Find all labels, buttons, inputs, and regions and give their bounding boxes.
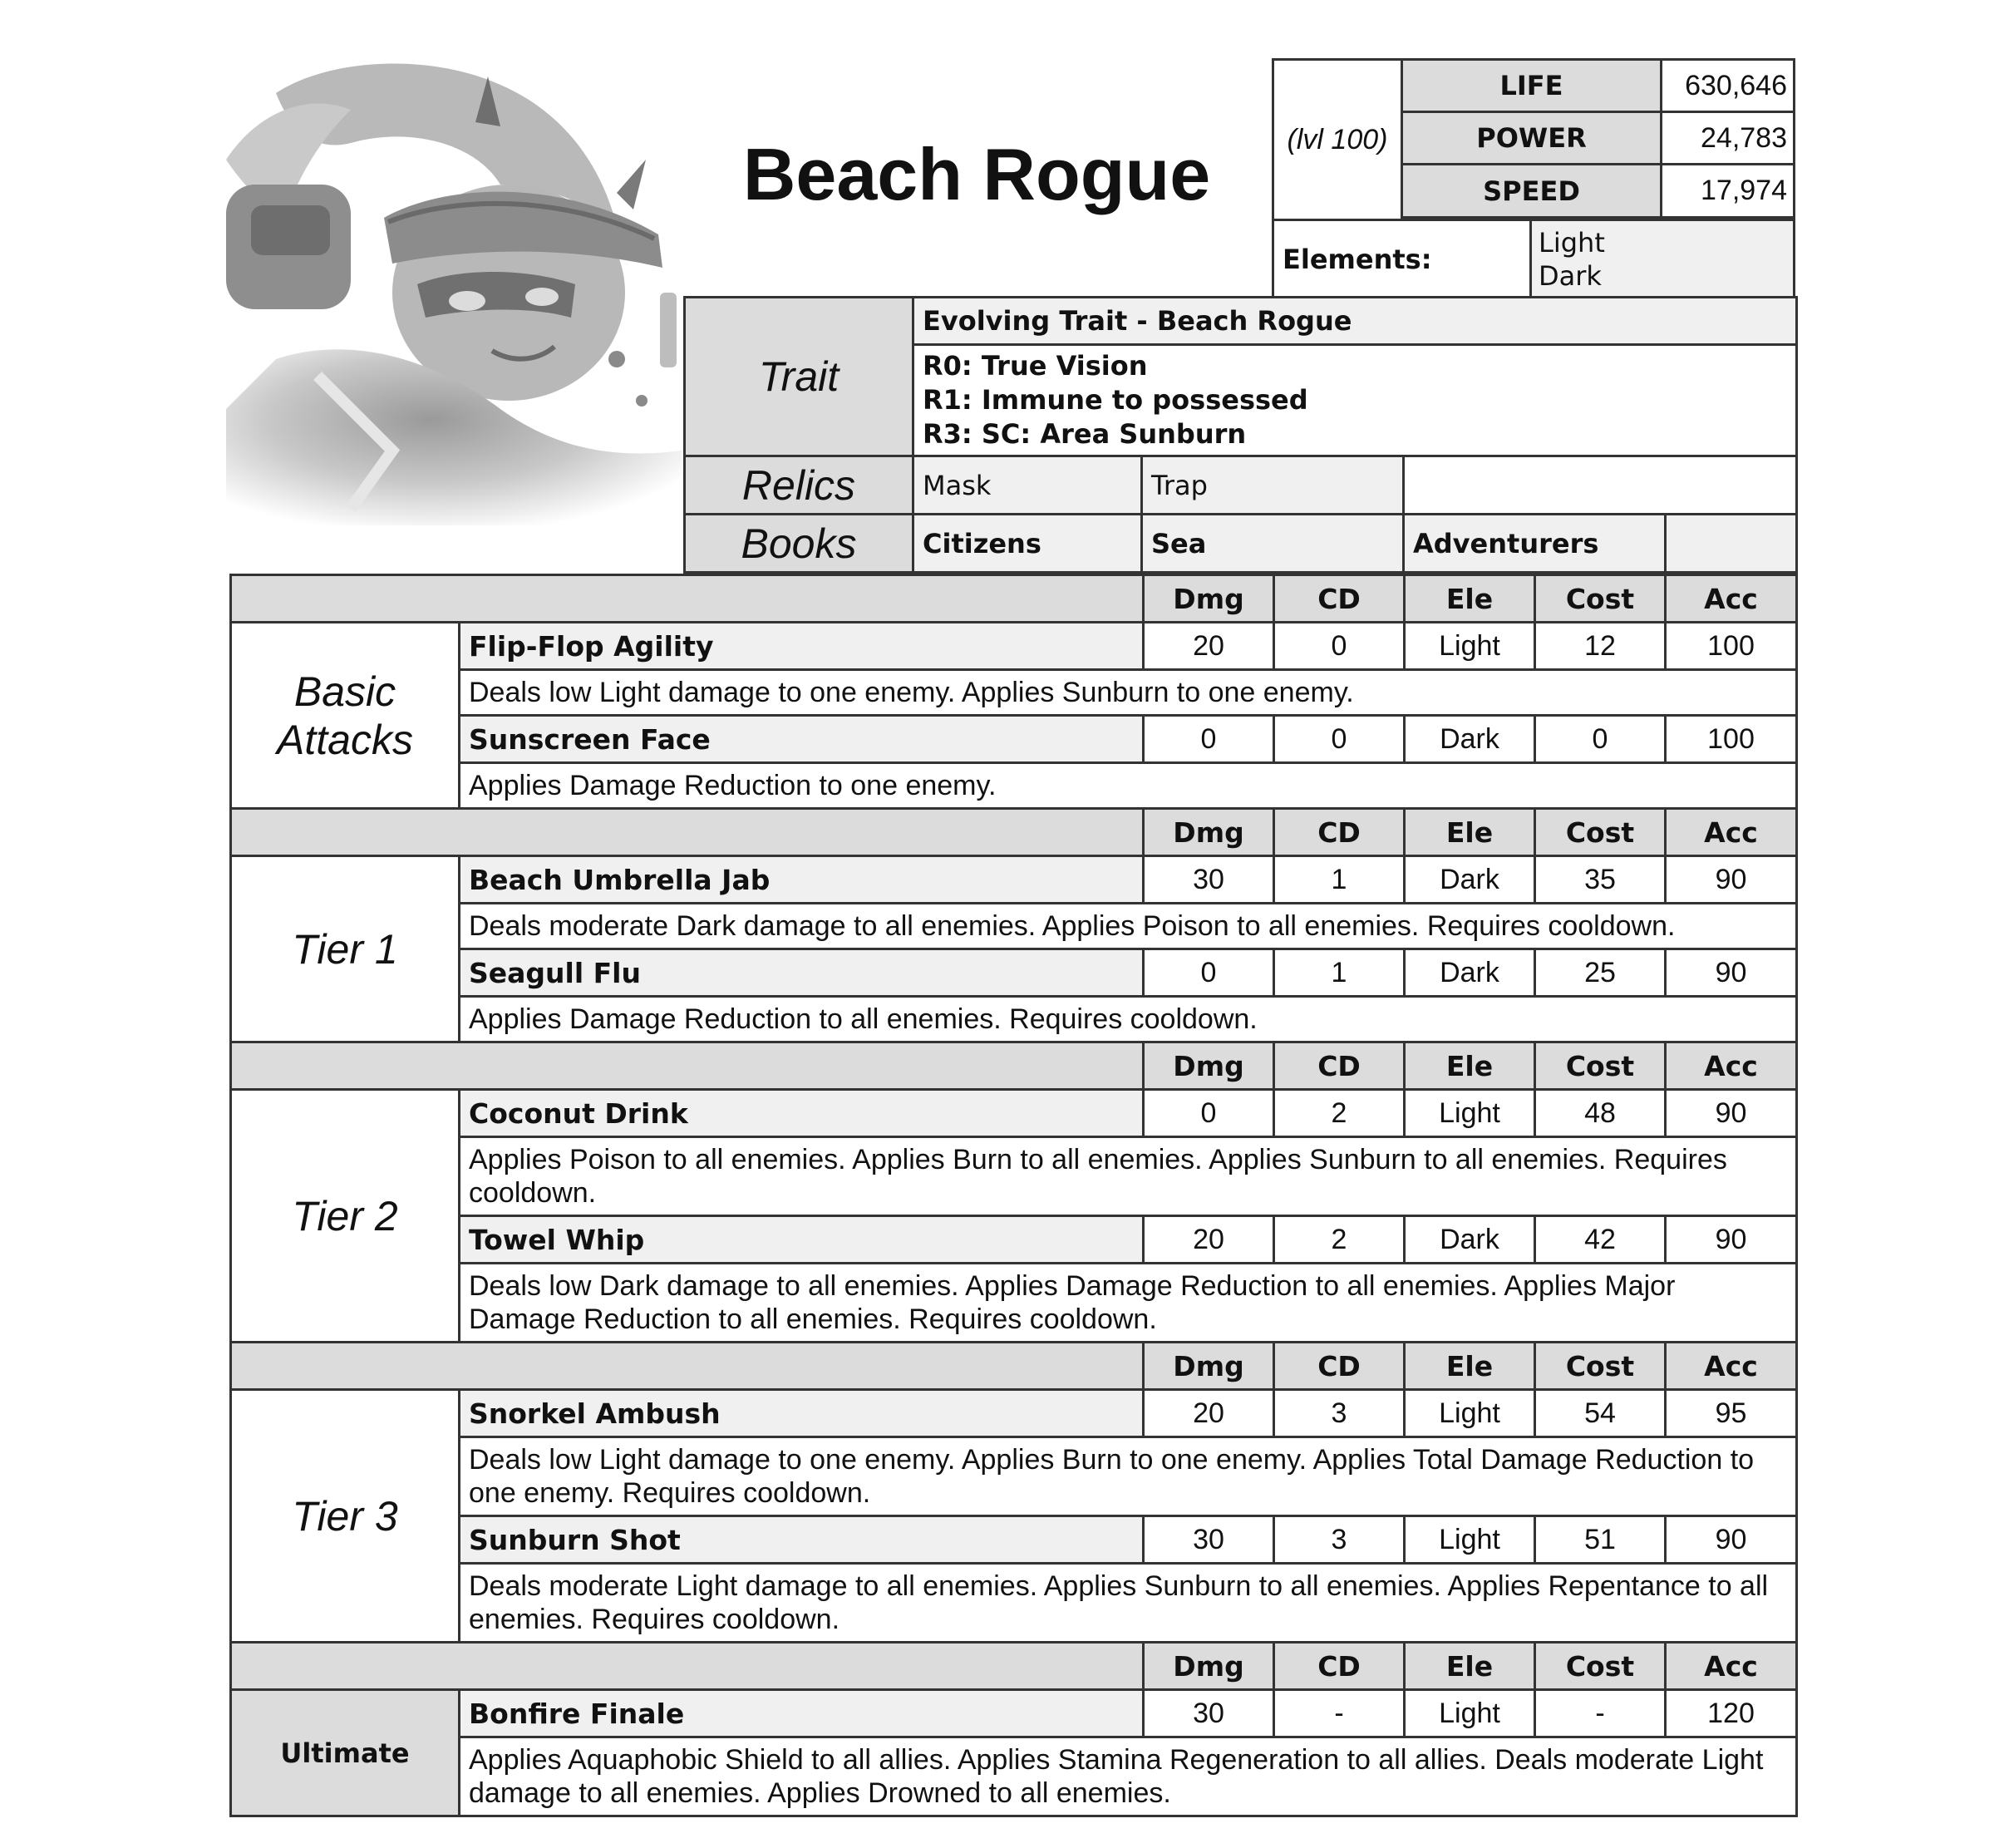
skill-dmg: 20 bbox=[1144, 1216, 1274, 1264]
column-header: Dmg bbox=[1144, 1643, 1274, 1690]
skill-ele: Light bbox=[1405, 1516, 1535, 1564]
relic-item bbox=[1404, 456, 1797, 515]
tier-label: Tier 2 bbox=[231, 1090, 460, 1343]
column-header: CD bbox=[1274, 1643, 1405, 1690]
stat-label: LIFE bbox=[1403, 61, 1662, 113]
skill-description: Applies Aquaphobic Shield to all allies. Applies Stamina Regeneration to all allies. Deals moderate Light damage to all enemies. Applies Drowned to all enemies. bbox=[460, 1737, 1797, 1816]
column-header-row bbox=[231, 575, 1797, 623]
column-header: Cost bbox=[1535, 809, 1666, 856]
column-header: Acc bbox=[1666, 809, 1797, 856]
skill-row bbox=[231, 1516, 1797, 1564]
skill-name: Seagull Flu bbox=[460, 949, 1144, 997]
stat-label: SPEED bbox=[1403, 165, 1662, 219]
elements-row bbox=[1274, 219, 1793, 297]
skill-cd: 1 bbox=[1274, 949, 1405, 997]
skill-cost: 51 bbox=[1535, 1516, 1666, 1564]
skill-description: Deals low Light damage to one enemy. Applies Sunburn to one enemy. bbox=[460, 670, 1797, 716]
skill-cd: 2 bbox=[1274, 1216, 1405, 1264]
trait-relics-books-table bbox=[683, 296, 1798, 574]
skill-acc: 95 bbox=[1666, 1390, 1797, 1437]
skill-description: Deals moderate Light damage to all enemies. Applies Sunburn to all enemies. Applies Repentance to all enemies. Requires cooldown. bbox=[460, 1564, 1797, 1643]
skill-description: Deals low Light damage to one enemy. Applies Burn to one enemy. Applies Total Damage Reduction to one enemy. Requires cooldown. bbox=[460, 1437, 1797, 1516]
skill-acc: 90 bbox=[1666, 949, 1797, 997]
skill-ele: Dark bbox=[1405, 949, 1535, 997]
trait-heading: Trait bbox=[685, 298, 913, 456]
trait-rank: R1: Immune to possessed bbox=[923, 384, 1308, 416]
character-portrait bbox=[226, 60, 682, 525]
skill-row bbox=[231, 1690, 1797, 1737]
stat-value: 24,783 bbox=[1662, 113, 1795, 165]
skill-description: Applies Poison to all enemies. Applies Burn to all enemies. Applies Sunburn to all enemies. Requires cooldown. bbox=[460, 1137, 1797, 1216]
stat-value: 17,974 bbox=[1662, 165, 1795, 219]
column-header: Acc bbox=[1666, 575, 1797, 623]
trait-name: Evolving Trait - Beach Rogue bbox=[913, 298, 1797, 345]
column-header: Dmg bbox=[1144, 575, 1274, 623]
relic-item: Mask bbox=[913, 456, 1142, 515]
column-header: Ele bbox=[1405, 1643, 1535, 1690]
skill-dmg: 30 bbox=[1144, 1516, 1274, 1564]
elements-values bbox=[1532, 221, 1793, 297]
column-header: Acc bbox=[1666, 1343, 1797, 1390]
column-header: CD bbox=[1274, 575, 1405, 623]
column-header: Ele bbox=[1405, 1343, 1535, 1390]
column-header-row bbox=[231, 809, 1797, 856]
skill-cost: 48 bbox=[1535, 1090, 1666, 1137]
skill-dmg: 0 bbox=[1144, 1090, 1274, 1137]
book-item: Sea bbox=[1142, 515, 1404, 573]
column-header: Ele bbox=[1405, 809, 1535, 856]
column-header: CD bbox=[1274, 1042, 1405, 1090]
column-header: Dmg bbox=[1144, 1042, 1274, 1090]
skill-name: Bonfire Finale bbox=[460, 1690, 1144, 1737]
relics-heading: Relics bbox=[685, 456, 913, 515]
column-header: Cost bbox=[1535, 1643, 1666, 1690]
skill-cd: 2 bbox=[1274, 1090, 1405, 1137]
skill-cost: - bbox=[1535, 1690, 1666, 1737]
skill-cd: 0 bbox=[1274, 716, 1405, 763]
trait-rank: R0: True Vision bbox=[923, 350, 1148, 382]
tier-label: Basic Attacks bbox=[231, 623, 460, 809]
skills-table bbox=[229, 574, 1798, 1817]
skill-acc: 90 bbox=[1666, 1090, 1797, 1137]
skill-cd: 1 bbox=[1274, 856, 1405, 904]
element-value: Light bbox=[1539, 227, 1605, 259]
skill-row bbox=[231, 856, 1797, 904]
tier-label: Tier 1 bbox=[231, 856, 460, 1042]
skill-name: Sunscreen Face bbox=[460, 716, 1144, 763]
skill-row bbox=[231, 716, 1797, 763]
skill-ele: Light bbox=[1405, 623, 1535, 670]
stats-panel bbox=[1272, 58, 1795, 299]
skill-dmg: 0 bbox=[1144, 716, 1274, 763]
column-header: Dmg bbox=[1144, 1343, 1274, 1390]
column-header: Ele bbox=[1405, 1042, 1535, 1090]
stat-label: POWER bbox=[1403, 113, 1662, 165]
skill-cost: 12 bbox=[1535, 623, 1666, 670]
skill-description: Deals low Dark damage to all enemies. Applies Damage Reduction to all enemies. Applies Major Damage Reduction to all enemies. Requires cooldown. bbox=[460, 1264, 1797, 1343]
skill-ele: Light bbox=[1405, 1090, 1535, 1137]
stat-row-life bbox=[1403, 61, 1795, 113]
skill-cd: 0 bbox=[1274, 623, 1405, 670]
skill-cd: - bbox=[1274, 1690, 1405, 1737]
elements-label: Elements: bbox=[1274, 221, 1532, 297]
skill-description: Deals moderate Dark damage to all enemies. Applies Poison to all enemies. Requires cooldown. bbox=[460, 904, 1797, 949]
skill-row bbox=[231, 949, 1797, 997]
skill-dmg: 20 bbox=[1144, 1390, 1274, 1437]
column-header: Dmg bbox=[1144, 809, 1274, 856]
skill-dmg: 0 bbox=[1144, 949, 1274, 997]
relic-item: Trap bbox=[1142, 456, 1404, 515]
skill-cost: 54 bbox=[1535, 1390, 1666, 1437]
column-header: Acc bbox=[1666, 1643, 1797, 1690]
skill-ele: Dark bbox=[1405, 856, 1535, 904]
skill-cd: 3 bbox=[1274, 1516, 1405, 1564]
skill-acc: 90 bbox=[1666, 856, 1797, 904]
skill-name: Snorkel Ambush bbox=[460, 1390, 1144, 1437]
skill-dmg: 30 bbox=[1144, 1690, 1274, 1737]
column-header: CD bbox=[1274, 1343, 1405, 1390]
tier-label: Ultimate bbox=[231, 1690, 460, 1816]
element-value: Dark bbox=[1539, 260, 1602, 292]
skill-acc: 120 bbox=[1666, 1690, 1797, 1737]
stat-row-speed bbox=[1403, 165, 1795, 219]
skill-acc: 90 bbox=[1666, 1216, 1797, 1264]
skill-acc: 90 bbox=[1666, 1516, 1797, 1564]
trait-rank: R3: SC: Area Sunburn bbox=[923, 418, 1247, 450]
skill-description: Applies Damage Reduction to one enemy. bbox=[460, 763, 1797, 809]
tier-label: Tier 3 bbox=[231, 1390, 460, 1643]
skill-ele: Light bbox=[1405, 1390, 1535, 1437]
column-header: Cost bbox=[1535, 1042, 1666, 1090]
skill-cd: 3 bbox=[1274, 1390, 1405, 1437]
skill-ele: Dark bbox=[1405, 716, 1535, 763]
skill-cost: 0 bbox=[1535, 716, 1666, 763]
character-name: Beach Rogue bbox=[742, 133, 1211, 215]
book-item: Citizens bbox=[913, 515, 1142, 573]
column-header-row bbox=[231, 1343, 1797, 1390]
skill-dmg: 30 bbox=[1144, 856, 1274, 904]
skill-row bbox=[231, 1390, 1797, 1437]
column-header: Cost bbox=[1535, 575, 1666, 623]
skill-ele: Light bbox=[1405, 1690, 1535, 1737]
stat-value: 630,646 bbox=[1662, 61, 1795, 113]
book-item bbox=[1666, 515, 1797, 573]
column-header-row bbox=[231, 1643, 1797, 1690]
skill-acc: 100 bbox=[1666, 623, 1797, 670]
skill-cost: 25 bbox=[1535, 949, 1666, 997]
book-item: Adventurers bbox=[1404, 515, 1666, 573]
skill-row bbox=[231, 1216, 1797, 1264]
skill-name: Flip-Flop Agility bbox=[460, 623, 1144, 670]
skill-ele: Dark bbox=[1405, 1216, 1535, 1264]
level-label: (lvl 100) bbox=[1274, 61, 1403, 219]
skill-description: Applies Damage Reduction to all enemies. Requires cooldown. bbox=[460, 997, 1797, 1042]
skill-dmg: 20 bbox=[1144, 623, 1274, 670]
column-header-row bbox=[231, 1042, 1797, 1090]
skill-name: Beach Umbrella Jab bbox=[460, 856, 1144, 904]
skill-cost: 42 bbox=[1535, 1216, 1666, 1264]
column-header: CD bbox=[1274, 809, 1405, 856]
skill-name: Sunburn Shot bbox=[460, 1516, 1144, 1564]
skill-cost: 35 bbox=[1535, 856, 1666, 904]
column-header: Ele bbox=[1405, 575, 1535, 623]
skill-name: Coconut Drink bbox=[460, 1090, 1144, 1137]
skill-acc: 100 bbox=[1666, 716, 1797, 763]
column-header: Acc bbox=[1666, 1042, 1797, 1090]
stat-row-power bbox=[1403, 113, 1795, 165]
column-header: Cost bbox=[1535, 1343, 1666, 1390]
skill-name: Towel Whip bbox=[460, 1216, 1144, 1264]
skill-row bbox=[231, 623, 1797, 670]
trait-ranks bbox=[913, 345, 1797, 456]
skill-row bbox=[231, 1090, 1797, 1137]
books-heading: Books bbox=[685, 515, 913, 573]
